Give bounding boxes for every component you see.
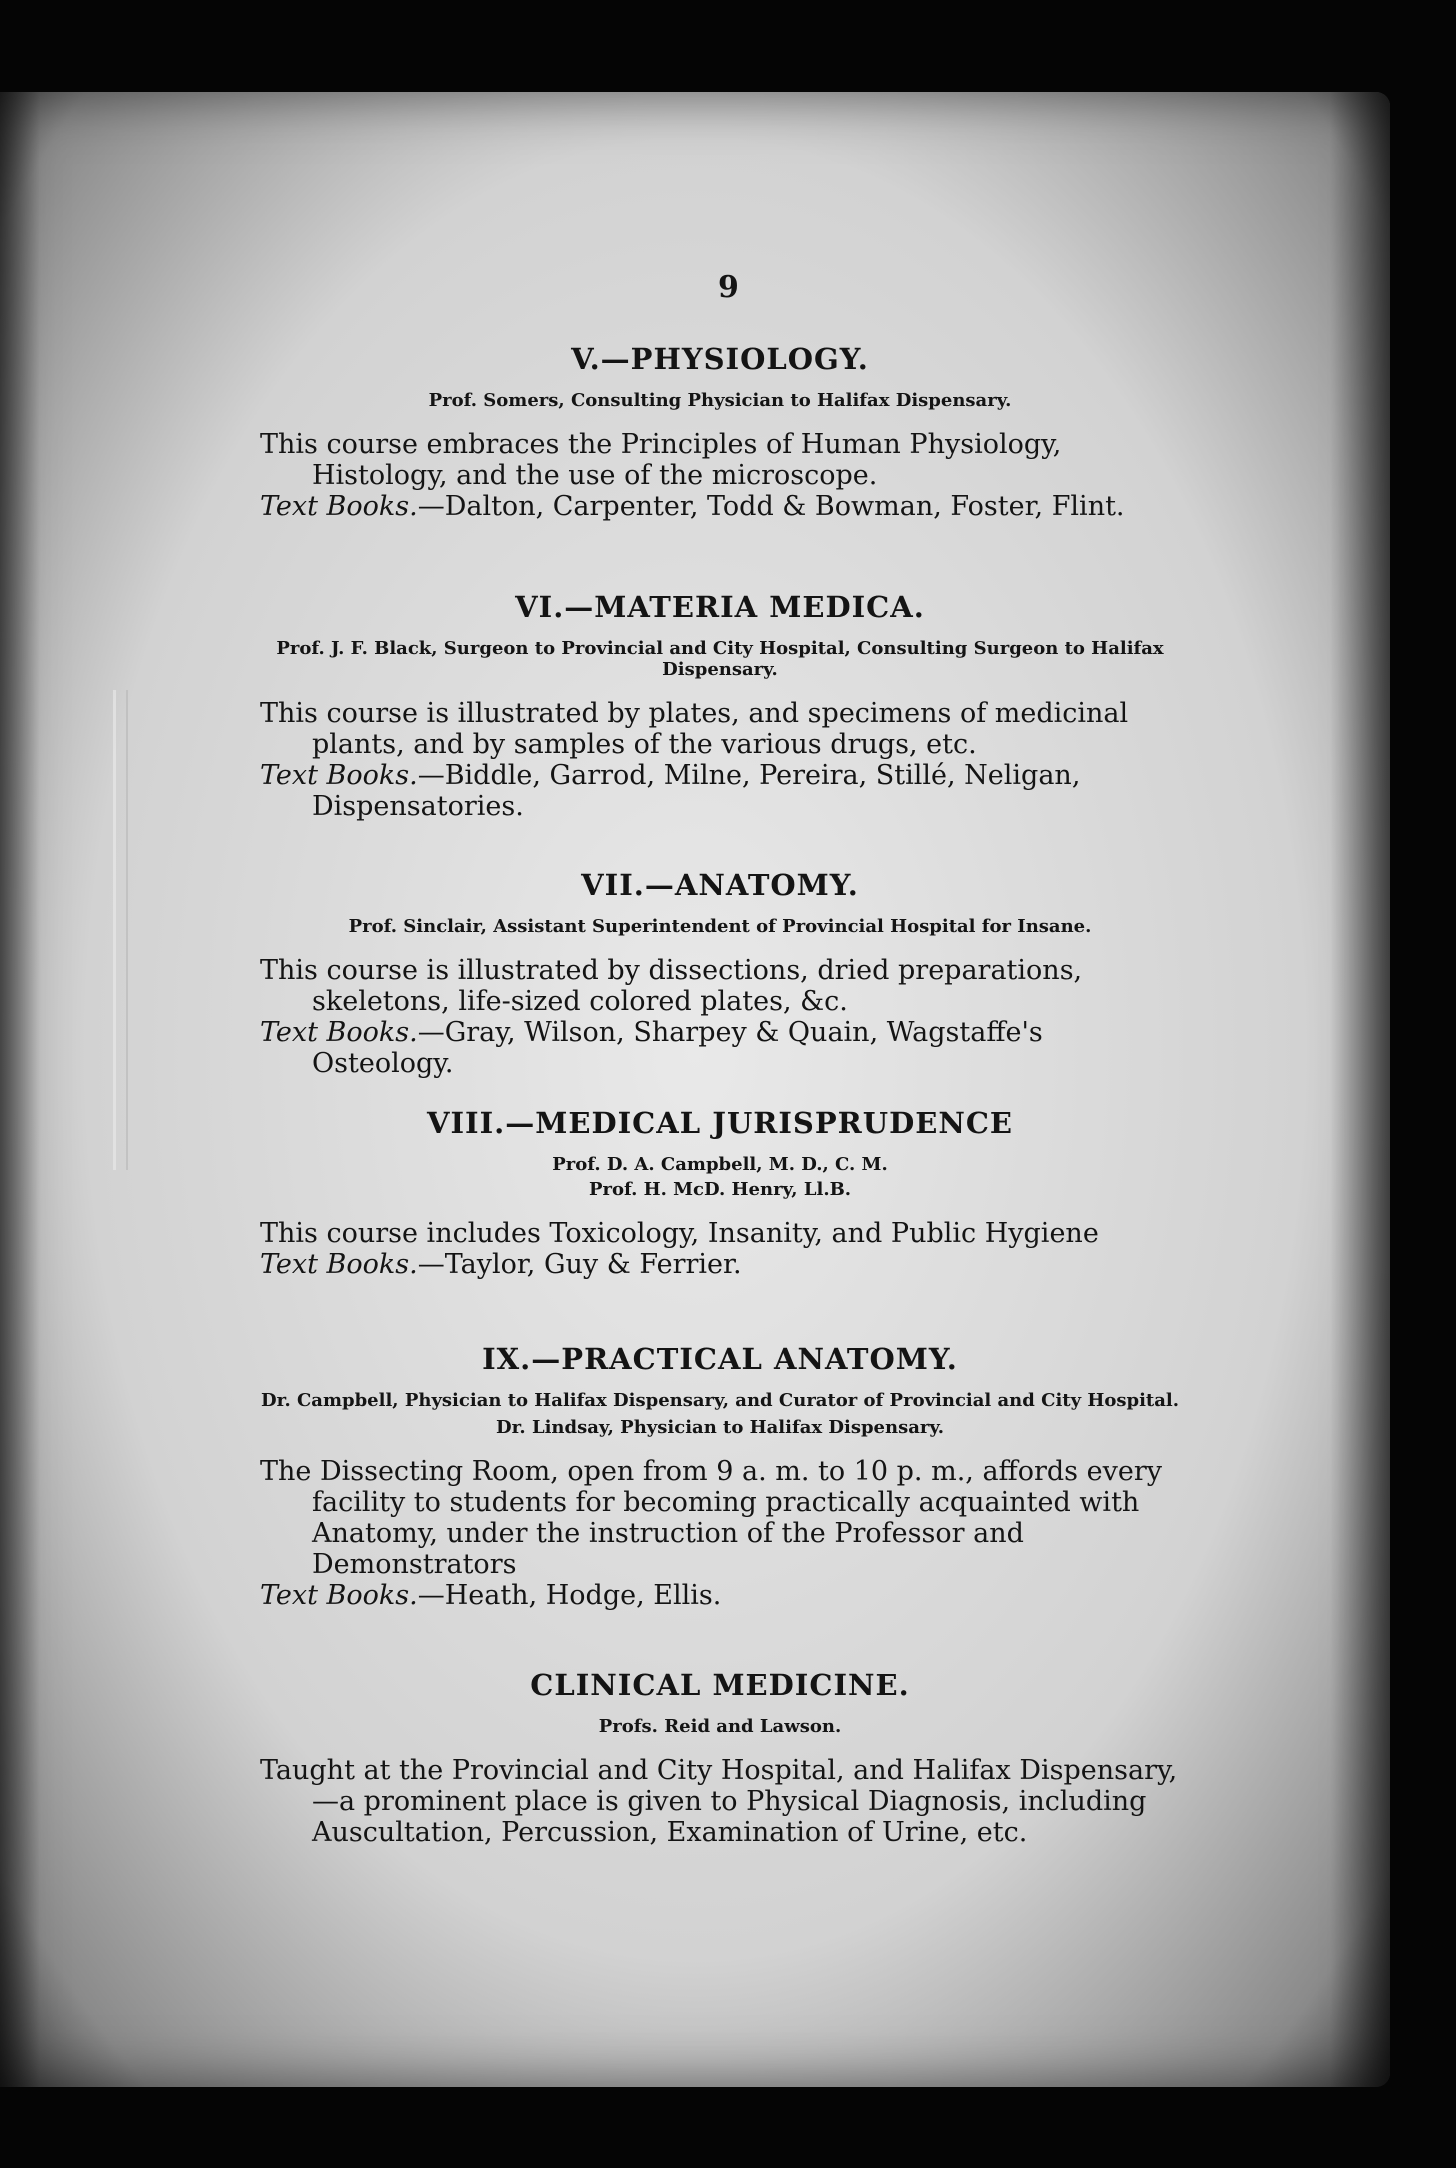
- text-books-label: Text Books.: [260, 760, 418, 791]
- text-books-label: Text Books.: [260, 1580, 418, 1611]
- page-number: 9: [718, 270, 739, 305]
- text-books: [260, 760, 1180, 822]
- section-body: This course is illustrated by plates, and specimens of medicinal plants, and by samples of the various drugs, etc.: [260, 698, 1129, 760]
- text-books-list: —Heath, Hodge, Ellis.: [417, 1580, 722, 1611]
- section-clinical-medicine: [260, 1668, 1180, 1848]
- professor-line: Prof. J. F. Black, Surgeon to Provincial and City Hospital, Consulting Surgeon to Halifax Dispensary.: [276, 638, 1164, 680]
- section-medical-jurisprudence: [260, 1106, 1180, 1280]
- section-heading: VII.—ANATOMY.: [581, 868, 859, 902]
- section-heading: VIII.—MEDICAL JURISPRUDENCE: [426, 1106, 1014, 1140]
- text-books: [260, 1580, 1180, 1611]
- professor-line: Profs. Reid and Lawson.: [598, 1716, 842, 1737]
- section-anatomy: [260, 868, 1180, 1079]
- margin-mark: [113, 690, 128, 1170]
- section-body: This course includes Toxicology, Insanity, and Public Hygiene: [260, 1218, 1099, 1249]
- section-heading: IX.—PRACTICAL ANATOMY.: [482, 1342, 958, 1376]
- professor-line-2: Dr. Lindsay, Physician to Halifax Dispensary.: [495, 1417, 945, 1438]
- text-books-list: —Dalton, Carpenter, Todd & Bowman, Foster, Flint.: [417, 491, 1125, 522]
- section-body: This course is illustrated by dissections, dried preparations, skeletons, life-sized colored plates, &c.: [260, 955, 1083, 1017]
- page-edge-shadow-right: [1330, 92, 1390, 2087]
- text-books-list: —Gray, Wilson, Sharpey & Quain, Wagstaffe's Osteology.: [312, 1017, 1043, 1079]
- text-books-label: Text Books.: [260, 1249, 418, 1280]
- text-books-label: Text Books.: [260, 491, 418, 522]
- section-heading: CLINICAL MEDICINE.: [530, 1668, 910, 1702]
- section-body: Taught at the Provincial and City Hospital, and Halifax Dispensary,—a prominent place is given to Physical Diagnosis, including Auscultation, Percussion, Examination of Urine, etc.: [260, 1755, 1178, 1848]
- text-books-list: —Biddle, Garrod, Milne, Pereira, Stillé, Neligan, Dispensatories.: [312, 760, 1081, 822]
- text-books: [260, 1017, 1180, 1079]
- text-books-label: Text Books.: [260, 1017, 418, 1048]
- section-heading: V.—PHYSIOLOGY.: [571, 342, 869, 376]
- professor-line: Dr. Campbell, Physician to Halifax Dispensary, and Curator of Provincial and City Hospital.: [261, 1390, 1179, 1411]
- professor-line-2: Prof. H. McD. Henry, Ll.B.: [588, 1179, 852, 1200]
- professor-line: Prof. D. A. Campbell, M. D., C. M.: [552, 1154, 888, 1175]
- section-heading: VI.—MATERIA MEDICA.: [515, 590, 925, 624]
- section-practical-anatomy: [260, 1342, 1180, 1611]
- professor-line: Prof. Somers, Consulting Physician to Halifax Dispensary.: [428, 390, 1012, 411]
- text-books-list: —Taylor, Guy & Ferrier.: [417, 1249, 742, 1280]
- page-edge-shadow-left: [0, 92, 40, 2087]
- section-body: This course embraces the Principles of Human Physiology, Histology, and the use of the microscope.: [260, 429, 1062, 491]
- text-books: [260, 491, 1180, 522]
- section-materia-medica: [260, 590, 1180, 822]
- text-books: [260, 1249, 1180, 1280]
- professor-line: Prof. Sinclair, Assistant Superintendent of Provincial Hospital for Insane.: [348, 916, 1092, 937]
- section-body: The Dissecting Room, open from 9 a. m. to 10 p. m., affords every facility to students for becoming practically acquainted with Anatomy, under the instruction of the Professor and Demonstrators: [260, 1456, 1162, 1580]
- section-physiology: [260, 342, 1180, 522]
